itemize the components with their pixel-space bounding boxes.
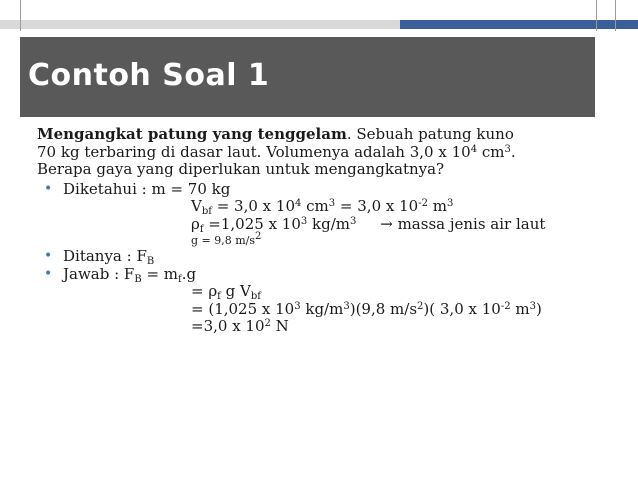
- density-note: → massa jenis air laut: [356, 214, 546, 233]
- subscript: f: [199, 223, 204, 235]
- value: cm: [301, 197, 329, 215]
- slide-title: Contoh Soal 1: [28, 58, 270, 93]
- superscript: 3: [343, 300, 350, 312]
- stripe-divider: [20, 0, 21, 31]
- answer-result: [63, 318, 607, 336]
- superscript: 2: [417, 300, 424, 312]
- stripe-divider: [596, 0, 597, 31]
- answer-step-3: [63, 301, 607, 319]
- problem-text: . Sebuah patung kuno: [346, 125, 514, 143]
- problem-question: Berapa gaya yang diperlukan untuk mengangkatnya?: [37, 160, 445, 178]
- slide-content: [37, 126, 607, 336]
- value: )(9,8 m/s: [349, 299, 418, 318]
- known-volume: [63, 198, 607, 216]
- value: =1,025 x 10: [203, 214, 301, 233]
- value: = ρ: [191, 282, 218, 300]
- header-stripe-blue: [400, 20, 638, 29]
- known-label: Diketahui : m = 70 kg: [63, 179, 231, 198]
- subscript: bf: [250, 291, 261, 302]
- subscript: bf: [201, 206, 212, 217]
- superscript: 3: [446, 198, 454, 209]
- superscript: 3: [294, 300, 301, 312]
- header-stripe-white: [0, 0, 638, 20]
- superscript: 3: [328, 198, 336, 209]
- value: kg/m: [300, 299, 344, 318]
- problem-text: .: [510, 142, 516, 161]
- value: = 3,0 x 10: [211, 197, 295, 215]
- value: = 3,0 x 10: [335, 197, 419, 215]
- asked-label: Ditanya : F: [63, 247, 147, 265]
- value: g V: [220, 282, 251, 300]
- title-band: [20, 37, 595, 117]
- superscript: 3: [504, 143, 511, 155]
- value: = (1,025 x 10: [191, 299, 295, 318]
- solution-list: [37, 181, 607, 336]
- value: N: [270, 317, 289, 335]
- answer-label: Jawab : F: [63, 264, 135, 283]
- problem-text: 70 kg terbaring di dasar laut. Volumenya adalah 3,0 x 10: [37, 142, 471, 161]
- value: m: [427, 197, 447, 215]
- header-stripe: [0, 0, 638, 32]
- answer-step-2: [63, 283, 607, 301]
- value: g = 9,8 m/s: [191, 234, 256, 247]
- value: kg/m: [307, 214, 351, 233]
- value: = m: [141, 264, 179, 283]
- problem-statement: [37, 126, 607, 179]
- superscript: -2: [500, 300, 511, 312]
- superscript: -2: [418, 198, 428, 209]
- value: =3,0 x 10: [191, 317, 265, 335]
- subscript: B: [134, 273, 142, 285]
- superscript: 2: [255, 231, 262, 242]
- problem-heading: Mengangkat patung yang tenggelam: [37, 125, 347, 143]
- known-density: [63, 216, 607, 234]
- symbol: ρ: [191, 214, 200, 233]
- superscript: 3: [300, 215, 308, 227]
- superscript: 4: [470, 143, 478, 155]
- symbol: V: [191, 197, 202, 215]
- problem-text: cm: [477, 142, 505, 161]
- value: m: [510, 299, 530, 318]
- superscript: 3: [350, 215, 357, 227]
- subscript: f: [178, 273, 182, 285]
- known-gravity: [63, 233, 607, 248]
- value: .g: [181, 264, 197, 283]
- superscript: 2: [264, 318, 271, 329]
- subscript: f: [217, 291, 221, 302]
- subscript: B: [146, 256, 155, 267]
- list-item-asked: [37, 248, 607, 266]
- list-item-known: [37, 181, 607, 249]
- value: )( 3,0 x 10: [423, 299, 501, 318]
- superscript: 4: [295, 198, 302, 209]
- stripe-divider: [615, 0, 616, 31]
- list-item-answer: [37, 266, 607, 336]
- value: ): [535, 299, 542, 318]
- superscript: 3: [529, 300, 536, 312]
